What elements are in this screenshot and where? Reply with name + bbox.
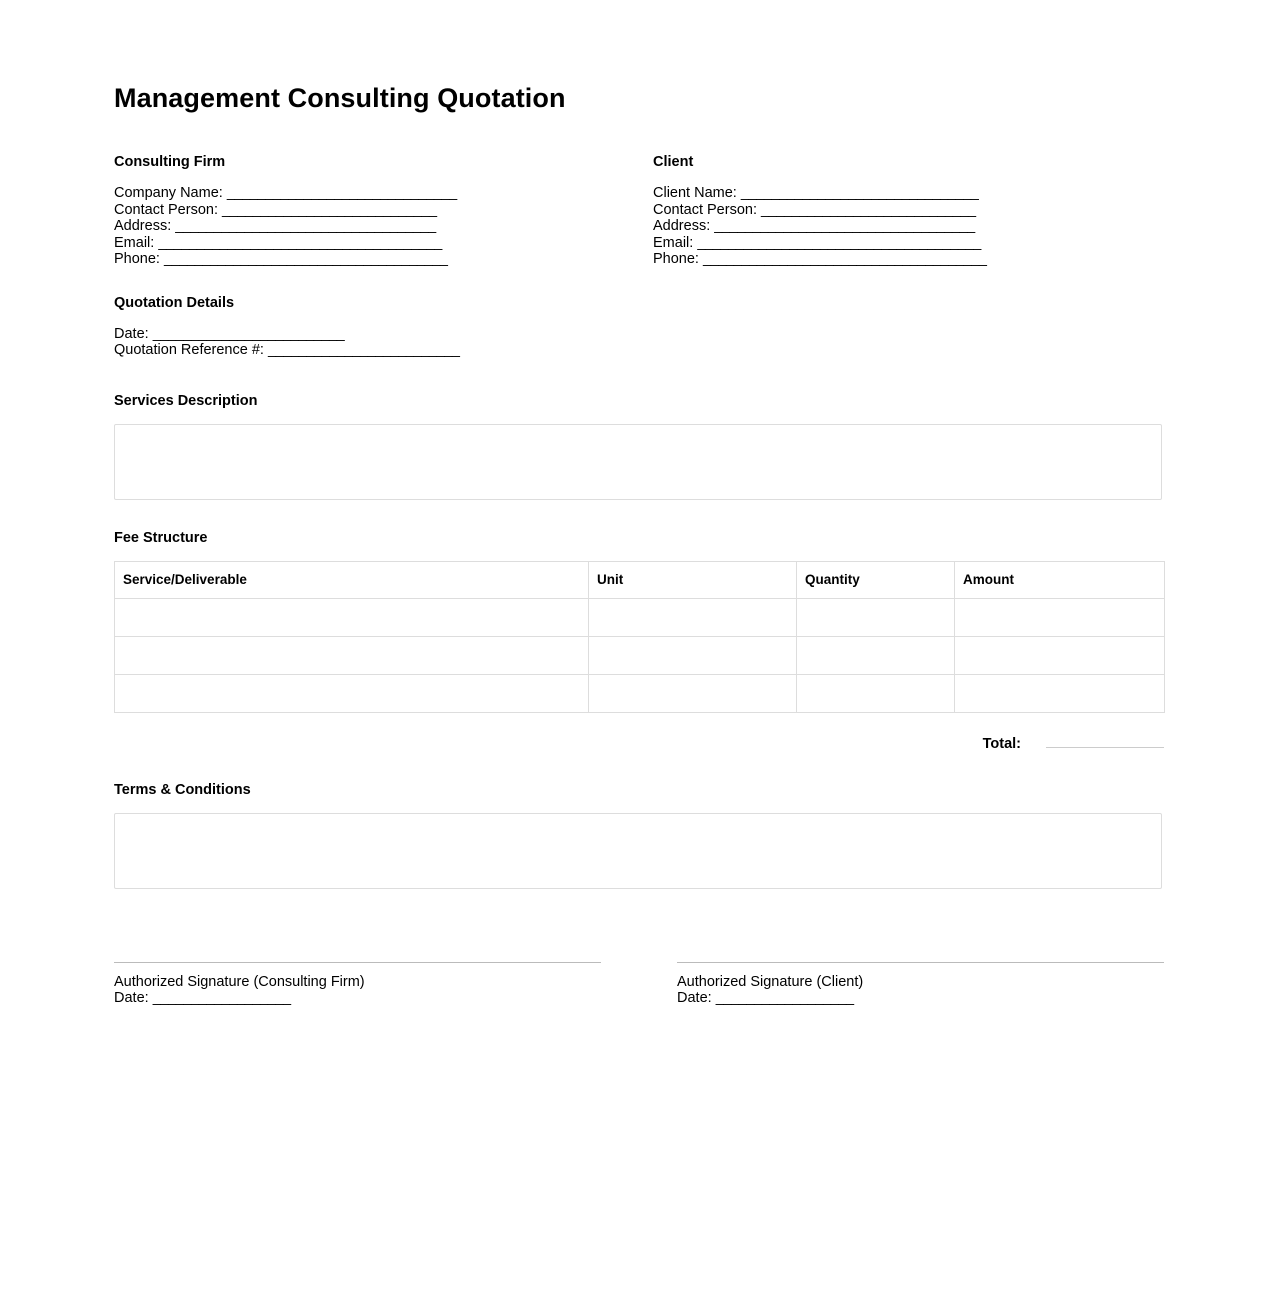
quotation-details-heading: Quotation Details bbox=[114, 294, 235, 311]
field-input-rule[interactable]: _______________________________ bbox=[740, 185, 979, 201]
field-label: Date: bbox=[114, 990, 149, 1006]
table-row bbox=[115, 674, 1165, 712]
field-label: Date: bbox=[677, 990, 712, 1006]
client-heading: Client bbox=[653, 154, 694, 170]
field-firm-contact-person[interactable] bbox=[114, 202, 604, 219]
cell-quantity[interactable] bbox=[797, 674, 955, 712]
parties-section bbox=[114, 153, 1164, 268]
field-input-rule[interactable]: _________________________ bbox=[267, 342, 460, 358]
column-header-amount: Amount bbox=[955, 561, 1165, 598]
services-description-textarea[interactable] bbox=[114, 424, 1162, 500]
field-client-email[interactable] bbox=[653, 235, 1143, 252]
total-value-field[interactable] bbox=[1046, 733, 1164, 748]
field-input-rule[interactable]: _____________________________________ bbox=[697, 234, 981, 251]
client-signature-caption: Authorized Signature (Client) bbox=[677, 973, 864, 990]
field-label: Quotation Reference #: bbox=[114, 342, 264, 358]
field-label: Phone: bbox=[114, 251, 160, 267]
field-client-address[interactable] bbox=[653, 218, 1143, 235]
field-client-name[interactable] bbox=[653, 185, 1143, 202]
field-label: Address: bbox=[653, 218, 711, 234]
consulting-firm-fields bbox=[114, 185, 604, 268]
cell-service[interactable] bbox=[115, 636, 589, 674]
consulting-firm-heading: Consulting Firm bbox=[114, 154, 226, 170]
column-header-unit: Unit bbox=[589, 561, 797, 598]
cell-unit[interactable] bbox=[589, 674, 797, 712]
field-label: Phone: bbox=[653, 251, 699, 267]
field-input-rule[interactable]: __________________ bbox=[715, 990, 854, 1006]
total-row bbox=[114, 733, 1164, 752]
table-row bbox=[115, 598, 1165, 636]
page-title: Management Consulting Quotation bbox=[114, 83, 566, 113]
field-label: Company Name: bbox=[114, 185, 223, 201]
services-description-section bbox=[114, 392, 1164, 500]
terms-conditions-textarea[interactable] bbox=[114, 813, 1162, 889]
consulting-firm-block bbox=[114, 153, 604, 268]
field-input-rule[interactable]: ____________________________ bbox=[761, 201, 976, 218]
field-firm-address[interactable] bbox=[114, 218, 604, 235]
field-client-contact-person[interactable] bbox=[653, 202, 1143, 219]
field-input-rule[interactable]: _____________________________________ bbox=[164, 251, 448, 267]
terms-conditions-heading: Terms & Conditions bbox=[114, 781, 251, 798]
fee-structure-table bbox=[114, 561, 1165, 713]
cell-service[interactable] bbox=[115, 674, 589, 712]
document-content bbox=[114, 0, 1164, 1007]
field-input-rule[interactable]: __________________ bbox=[152, 990, 291, 1006]
table-row bbox=[115, 636, 1165, 674]
field-company-name[interactable] bbox=[114, 185, 604, 202]
client-block bbox=[653, 153, 1143, 268]
field-input-rule[interactable]: _____________________________________ bbox=[158, 234, 442, 251]
field-input-rule[interactable]: ______________________________ bbox=[226, 185, 457, 201]
cell-quantity[interactable] bbox=[797, 598, 955, 636]
signatures-section bbox=[114, 962, 1164, 1007]
quotation-details-section bbox=[114, 294, 1164, 359]
field-label: Email: bbox=[653, 234, 694, 251]
quotation-details-fields bbox=[114, 326, 1164, 359]
client-signature-date[interactable] bbox=[677, 990, 1164, 1007]
fee-structure-section bbox=[114, 529, 1164, 752]
column-header-service: Service/Deliverable bbox=[115, 561, 589, 598]
field-input-rule[interactable]: __________________________________ bbox=[175, 218, 436, 234]
column-header-quantity: Quantity bbox=[797, 561, 955, 598]
field-quotation-reference[interactable] bbox=[114, 342, 1164, 359]
field-input-rule[interactable]: _________________________ bbox=[152, 325, 345, 342]
field-input-rule[interactable]: ____________________________ bbox=[222, 201, 437, 218]
table-header-row bbox=[115, 561, 1165, 598]
client-signature-line[interactable] bbox=[677, 962, 1164, 964]
cell-quantity[interactable] bbox=[797, 636, 955, 674]
field-label: Client Name: bbox=[653, 185, 737, 201]
cell-amount[interactable] bbox=[955, 636, 1165, 674]
total-label: Total: bbox=[982, 735, 1021, 752]
firm-signature-date[interactable] bbox=[114, 990, 601, 1007]
field-label: Email: bbox=[114, 234, 155, 251]
field-label: Contact Person: bbox=[114, 201, 218, 218]
field-label: Date: bbox=[114, 325, 149, 342]
client-fields bbox=[653, 185, 1143, 268]
field-input-rule[interactable]: _____________________________________ bbox=[703, 251, 987, 267]
field-firm-phone[interactable] bbox=[114, 251, 604, 268]
client-signature-block bbox=[677, 962, 1164, 1007]
cell-service[interactable] bbox=[115, 598, 589, 636]
fee-structure-heading: Fee Structure bbox=[114, 529, 208, 546]
field-client-phone[interactable] bbox=[653, 251, 1143, 268]
field-label: Contact Person: bbox=[653, 201, 757, 218]
field-input-rule[interactable]: __________________________________ bbox=[714, 218, 975, 234]
field-firm-email[interactable] bbox=[114, 235, 604, 252]
firm-signature-caption: Authorized Signature (Consulting Firm) bbox=[114, 973, 365, 990]
cell-amount[interactable] bbox=[955, 598, 1165, 636]
cell-unit[interactable] bbox=[589, 598, 797, 636]
field-label: Address: bbox=[114, 218, 172, 234]
services-description-heading: Services Description bbox=[114, 392, 258, 409]
field-quotation-date[interactable] bbox=[114, 326, 1164, 343]
terms-conditions-section bbox=[114, 781, 1164, 889]
cell-unit[interactable] bbox=[589, 636, 797, 674]
firm-signature-block bbox=[114, 962, 601, 1007]
cell-amount[interactable] bbox=[955, 674, 1165, 712]
firm-signature-line[interactable] bbox=[114, 962, 601, 964]
